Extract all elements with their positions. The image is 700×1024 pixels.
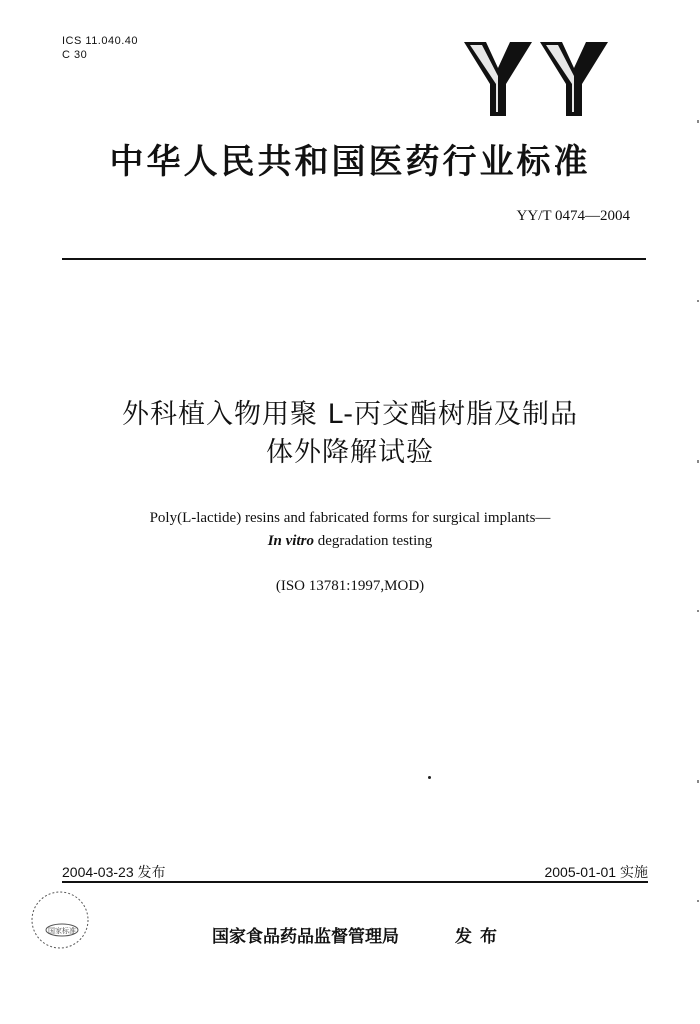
chinese-title-line-1: 外科植入物用聚 L-丙交酯树脂及制品 [122, 399, 578, 430]
english-title [0, 507, 700, 553]
chinese-title-line-2: 体外降解试验 [266, 437, 434, 468]
round-stamp [28, 888, 92, 952]
yy-logo [462, 40, 612, 118]
english-title-line-2 [0, 530, 700, 553]
yy-logo-graphic [462, 40, 612, 118]
english-title-rest: degradation testing [313, 533, 433, 549]
standard-code: YY/T 0474—2004 [516, 208, 630, 224]
header-divider [62, 258, 646, 260]
ccs-code: C 30 [62, 49, 88, 61]
english-title-italic: In vitro [267, 533, 314, 549]
ics-code: ICS 11.040.40 [62, 35, 139, 47]
footer-divider [62, 881, 648, 883]
iso-reference: (ISO 13781:1997,MOD) [275, 578, 425, 594]
stamp-text: 国家标准 [48, 927, 76, 935]
english-title-line-1: Poly(L-lactide) resins and fabricated forms for surgical implants— [149, 510, 551, 526]
chinese-title [0, 396, 700, 472]
publish-label: 发布 [455, 927, 505, 947]
implementation-date: 2005-01-01 实施 [544, 864, 648, 880]
speck-dot [428, 776, 431, 779]
issue-date: 2004-03-23 发布 [62, 864, 166, 880]
publisher-name: 国家食品药品监督管理局 [212, 927, 399, 947]
stamp-graphic [28, 888, 92, 952]
ministry-title: 中华人民共和国医药行业标准 [109, 142, 591, 182]
scan-edge-marks [696, 0, 700, 1024]
classification-codes [62, 34, 138, 62]
